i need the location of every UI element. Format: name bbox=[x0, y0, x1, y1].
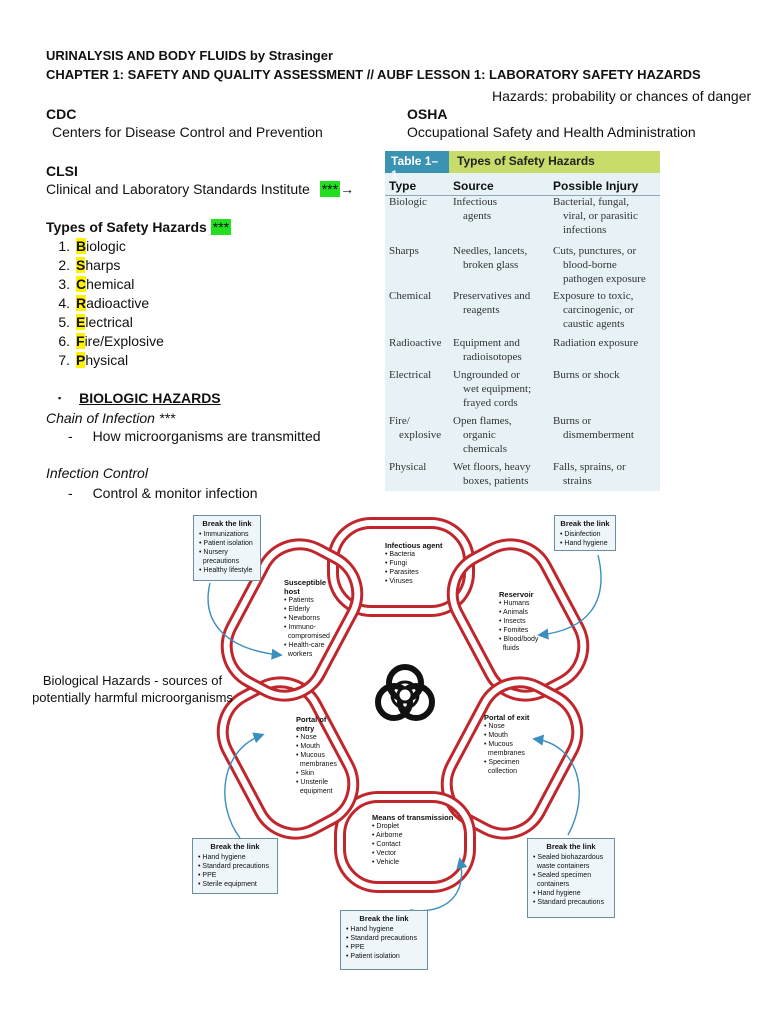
list-item: • Vehicle bbox=[372, 859, 399, 866]
dash-bullet: - bbox=[68, 485, 73, 501]
item-number: 4. bbox=[58, 295, 70, 311]
list-item: • Disinfection bbox=[560, 531, 601, 538]
list-item: • Standard precautions bbox=[198, 863, 269, 870]
item-initial: E bbox=[76, 314, 86, 330]
list-item: • Skin bbox=[296, 770, 315, 777]
cdc-full: Centers for Disease Control and Prevention bbox=[52, 124, 323, 140]
list-item: • Elderly bbox=[284, 606, 310, 613]
table-title: Types of Safety Hazards bbox=[449, 151, 660, 173]
cell-line: Burns or shock bbox=[553, 369, 620, 381]
table-cell-type bbox=[385, 195, 453, 237]
item-rest: hemical bbox=[86, 276, 135, 292]
cell-line: strains bbox=[563, 475, 592, 487]
table-cell-source bbox=[453, 368, 553, 410]
cell-line: Cuts, punctures, or bbox=[553, 245, 637, 257]
cell-line: infections bbox=[563, 224, 607, 236]
hazard-type-item bbox=[46, 333, 164, 352]
cell-line: Burns or bbox=[553, 415, 592, 427]
break-title: Break the link bbox=[202, 519, 252, 528]
list-item: • Newborns bbox=[284, 615, 320, 622]
table-cell-type bbox=[385, 244, 453, 286]
chain-of-infection-diagram bbox=[0, 505, 768, 985]
hazard-type-item bbox=[46, 314, 164, 333]
node-title-2: entry bbox=[296, 724, 315, 733]
table-cell-source bbox=[453, 414, 553, 456]
cell-line: Physical bbox=[389, 461, 427, 473]
node-title: Reservoir bbox=[499, 590, 534, 599]
list-item: • Mucous bbox=[484, 741, 513, 748]
chain-item bbox=[68, 428, 321, 444]
item-initial: B bbox=[76, 238, 87, 254]
list-item: • Fomites bbox=[499, 627, 529, 634]
table-cell-source bbox=[453, 336, 553, 364]
cell-line: Bacterial, fungal, bbox=[553, 196, 630, 208]
node-title: Portal of exit bbox=[484, 713, 530, 722]
arrow-right-icon: → bbox=[340, 181, 355, 197]
list-item: • Airborne bbox=[372, 832, 403, 839]
table-cell-type bbox=[385, 368, 453, 410]
list-item: • Contact bbox=[372, 841, 401, 848]
list-item: • Droplet bbox=[372, 823, 399, 830]
osha-full: Occupational Safety and Health Administration bbox=[407, 124, 696, 140]
list-item: equipment bbox=[296, 788, 333, 795]
table-cell-source bbox=[453, 289, 553, 331]
types-title: Types of Safety Hazards bbox=[46, 219, 207, 235]
types-importance-mark: *** bbox=[212, 219, 230, 235]
list-item: • Blood/body bbox=[499, 636, 539, 643]
item-initial: F bbox=[76, 333, 85, 349]
table-row bbox=[385, 195, 660, 237]
table-cell-type bbox=[385, 336, 453, 364]
cell-line: Fire/ bbox=[389, 415, 410, 427]
cell-line: boxes, patients bbox=[463, 475, 529, 487]
table-cell-source bbox=[453, 244, 553, 286]
list-item: • Standard precautions bbox=[346, 935, 417, 942]
column-header-injury: Possible Injury bbox=[553, 179, 639, 193]
list-item: • Animals bbox=[499, 609, 528, 616]
cell-line: reagents bbox=[463, 304, 500, 316]
list-item: • Vector bbox=[372, 850, 397, 857]
clsi-line bbox=[46, 181, 354, 197]
list-item: collection bbox=[484, 768, 518, 775]
list-item: • Healthy lifestyle bbox=[199, 567, 253, 574]
list-item: waste containers bbox=[533, 863, 590, 870]
bio-title: BIOLOGIC HAZARDS bbox=[79, 390, 221, 406]
cell-line: Falls, sprains, or bbox=[553, 461, 626, 473]
cell-line: caustic agents bbox=[563, 318, 625, 330]
item-initial: R bbox=[76, 295, 87, 311]
item-initial: S bbox=[76, 257, 86, 273]
node-portal-of-exit bbox=[484, 713, 529, 776]
cell-line: broken glass bbox=[463, 259, 519, 271]
list-item: • Viruses bbox=[385, 578, 413, 585]
cell-line: Biologic bbox=[389, 196, 427, 208]
item-rest: iologic bbox=[86, 238, 126, 254]
cell-line: Electrical bbox=[389, 369, 432, 381]
biohazard-icon bbox=[378, 667, 432, 718]
table-row bbox=[385, 460, 660, 488]
cell-line: Ungrounded or bbox=[453, 369, 520, 381]
table-cell-source bbox=[453, 460, 553, 488]
cell-line: Equipment and bbox=[453, 337, 520, 349]
types-heading bbox=[46, 219, 231, 235]
item-number: 5. bbox=[58, 314, 70, 330]
hazard-definition: Hazards: probability or chances of danger bbox=[492, 88, 752, 104]
list-item: membranes bbox=[484, 750, 525, 757]
item-initial: P bbox=[76, 352, 86, 368]
node-means-of-transmission bbox=[372, 813, 453, 867]
node-reservoir bbox=[499, 590, 538, 653]
osha-abbr: OSHA bbox=[407, 106, 448, 122]
item-number: 1. bbox=[58, 238, 70, 254]
column-header-source: Source bbox=[453, 179, 494, 193]
list-item: • Sealed biohazardous bbox=[533, 854, 604, 861]
list-item: • Nose bbox=[296, 734, 317, 741]
infection-control-label: Infection Control bbox=[46, 465, 148, 481]
list-item: • PPE bbox=[198, 872, 217, 879]
hazard-type-item bbox=[46, 276, 164, 295]
break-title: Break the link bbox=[359, 914, 409, 923]
list-item: • Insects bbox=[499, 618, 526, 625]
bio-heading bbox=[58, 390, 221, 406]
table-row bbox=[385, 244, 660, 286]
cell-line: Radioactive bbox=[389, 337, 442, 349]
list-item: • Specimen bbox=[484, 759, 520, 766]
list-item: • Hand hygiene bbox=[533, 890, 581, 897]
list-item: • Sealed specimen bbox=[533, 872, 592, 879]
list-item: • Parasites bbox=[385, 569, 419, 576]
dash-bullet: - bbox=[68, 428, 73, 444]
table-column-headers bbox=[385, 173, 660, 196]
hazard-type-item bbox=[46, 352, 164, 371]
table-cell-source bbox=[453, 195, 553, 237]
cell-line: frayed cords bbox=[463, 397, 518, 409]
break-link-reservoir bbox=[554, 515, 616, 551]
cell-line: carcinogenic, or bbox=[563, 304, 634, 316]
table-row bbox=[385, 289, 660, 331]
table-cell-injury bbox=[553, 244, 660, 286]
clsi-importance-mark: *** bbox=[321, 181, 339, 197]
cell-line: Radiation exposure bbox=[553, 337, 639, 349]
list-item: • Hand hygiene bbox=[346, 926, 394, 933]
table-cell-injury bbox=[553, 289, 660, 331]
break-link-exit bbox=[527, 838, 615, 918]
item-number: 6. bbox=[58, 333, 70, 349]
hazard-type-item bbox=[46, 257, 164, 276]
list-item: membranes bbox=[296, 761, 337, 768]
list-item: • Hand hygiene bbox=[560, 540, 608, 547]
node-title: Portal of bbox=[296, 715, 327, 724]
list-item: • Mouth bbox=[296, 743, 320, 750]
column-header-type: Type bbox=[389, 179, 417, 193]
node-title-2: host bbox=[284, 587, 300, 596]
chain-of-infection-label: Chain of Infection *** bbox=[46, 410, 176, 426]
list-item: • Bacteria bbox=[385, 551, 416, 558]
table-cell-injury bbox=[553, 195, 660, 237]
hazard-type-item bbox=[46, 238, 164, 257]
table-header bbox=[385, 151, 660, 182]
list-item: containers bbox=[533, 881, 570, 888]
table-cell-injury bbox=[553, 336, 660, 364]
hazard-types-list bbox=[46, 238, 164, 371]
list-item: • Sterile equipment bbox=[198, 881, 257, 888]
cell-line: Sharps bbox=[389, 245, 419, 257]
break-link-entry bbox=[192, 838, 278, 894]
cell-line: radioisotopes bbox=[463, 351, 522, 363]
safety-hazards-table bbox=[385, 151, 660, 491]
cell-line: Needles, lancets, bbox=[453, 245, 528, 257]
node-title: Susceptible bbox=[284, 578, 327, 587]
cell-line: Exposure to toxic, bbox=[553, 290, 634, 302]
cell-line: wet equipment; bbox=[463, 383, 532, 395]
square-bullet-icon: ▪ bbox=[58, 393, 62, 403]
item-initial: C bbox=[76, 276, 87, 292]
list-item: • Nose bbox=[484, 723, 505, 730]
list-item: • Mouth bbox=[484, 732, 508, 739]
item-number: 3. bbox=[58, 276, 70, 292]
break-link-transmission bbox=[340, 910, 428, 970]
list-item: • Health-care bbox=[284, 642, 325, 649]
diagram-caption bbox=[20, 672, 245, 706]
list-item: • Immunizations bbox=[199, 531, 249, 538]
list-item: • Patients bbox=[284, 597, 314, 604]
caption-line: Biological Hazards - sources of bbox=[42, 673, 223, 688]
table-cell-type bbox=[385, 414, 453, 456]
list-item: • Fungi bbox=[385, 560, 407, 567]
break-title: Break the link bbox=[560, 519, 610, 528]
list-item: compromised bbox=[284, 633, 330, 640]
node-title: Means of transmission bbox=[372, 813, 454, 822]
table-cell-injury bbox=[553, 460, 660, 488]
item-number: 7. bbox=[58, 352, 70, 368]
clsi-full: Clinical and Laboratory Standards Institute bbox=[46, 181, 310, 197]
cell-line: explosive bbox=[399, 429, 442, 441]
item-rest: lectrical bbox=[85, 314, 133, 330]
table-cell-injury bbox=[553, 368, 660, 410]
chain-item-text: How microorganisms are transmitted bbox=[92, 428, 321, 444]
table-number: Table 1–1 bbox=[385, 151, 449, 173]
list-item: • Unsterile bbox=[296, 779, 329, 786]
cell-line: blood-borne bbox=[563, 259, 617, 271]
list-item: • Patient isolation bbox=[199, 540, 253, 547]
node-title: Infectious agent bbox=[385, 541, 443, 550]
list-item: • Immuno- bbox=[284, 624, 317, 631]
cell-line: Chemical bbox=[389, 290, 432, 302]
document-title: URINALYSIS AND BODY FLUIDS by Strasinger bbox=[46, 48, 334, 63]
cell-line: agents bbox=[463, 210, 492, 222]
node-portal-of-entry bbox=[296, 715, 337, 796]
item-rest: harps bbox=[85, 257, 121, 273]
table-cell-type bbox=[385, 289, 453, 331]
node-susceptible-host bbox=[284, 578, 330, 659]
list-item: • Patient isolation bbox=[346, 953, 400, 960]
table-row bbox=[385, 336, 660, 364]
cell-line: dismemberment bbox=[563, 429, 634, 441]
hazard-type-item bbox=[46, 295, 164, 314]
item-rest: adioactive bbox=[86, 295, 150, 311]
table-cell-type bbox=[385, 460, 453, 488]
list-item: • Humans bbox=[499, 600, 530, 607]
item-number: 2. bbox=[58, 257, 70, 273]
table-row bbox=[385, 414, 660, 456]
cell-line: viral, or parasitic bbox=[563, 210, 638, 222]
clsi-abbr: CLSI bbox=[46, 163, 78, 179]
item-rest: hysical bbox=[85, 352, 129, 368]
break-title: Break the link bbox=[210, 842, 260, 851]
chapter-title: CHAPTER 1: SAFETY AND QUALITY ASSESSMENT // AUBF LESSON 1: LABORATORY SAFETY HAZARDS bbox=[46, 67, 701, 82]
cell-line: chemicals bbox=[463, 443, 507, 455]
list-item: • Hand hygiene bbox=[198, 854, 246, 861]
control-item bbox=[68, 485, 258, 501]
list-item: fluids bbox=[499, 645, 520, 652]
node-infectious-agent bbox=[385, 541, 443, 586]
cell-line: Wet floors, heavy bbox=[453, 461, 531, 473]
list-item: • Mucous bbox=[296, 752, 325, 759]
cdc-abbr: CDC bbox=[46, 106, 77, 122]
table-row bbox=[385, 368, 660, 410]
item-rest: ire/Explosive bbox=[84, 333, 164, 349]
list-item: • Standard precautions bbox=[533, 899, 604, 906]
caption-line: potentially harmful microorganisms bbox=[32, 690, 233, 705]
control-item-text: Control & monitor infection bbox=[92, 485, 258, 501]
cell-line: Preservatives and bbox=[453, 290, 531, 302]
cell-line: Open flames, bbox=[453, 415, 512, 427]
break-link-host bbox=[193, 515, 261, 581]
list-item: • PPE bbox=[346, 944, 365, 951]
list-item: workers bbox=[284, 651, 313, 658]
list-item: precautions bbox=[199, 558, 240, 565]
list-item: • Nursery bbox=[199, 549, 228, 556]
cell-line: pathogen exposure bbox=[563, 273, 646, 285]
cell-line: Infectious bbox=[453, 196, 497, 208]
table-cell-injury bbox=[553, 414, 660, 456]
cell-line: organic bbox=[463, 429, 496, 441]
break-title: Break the link bbox=[546, 842, 596, 851]
